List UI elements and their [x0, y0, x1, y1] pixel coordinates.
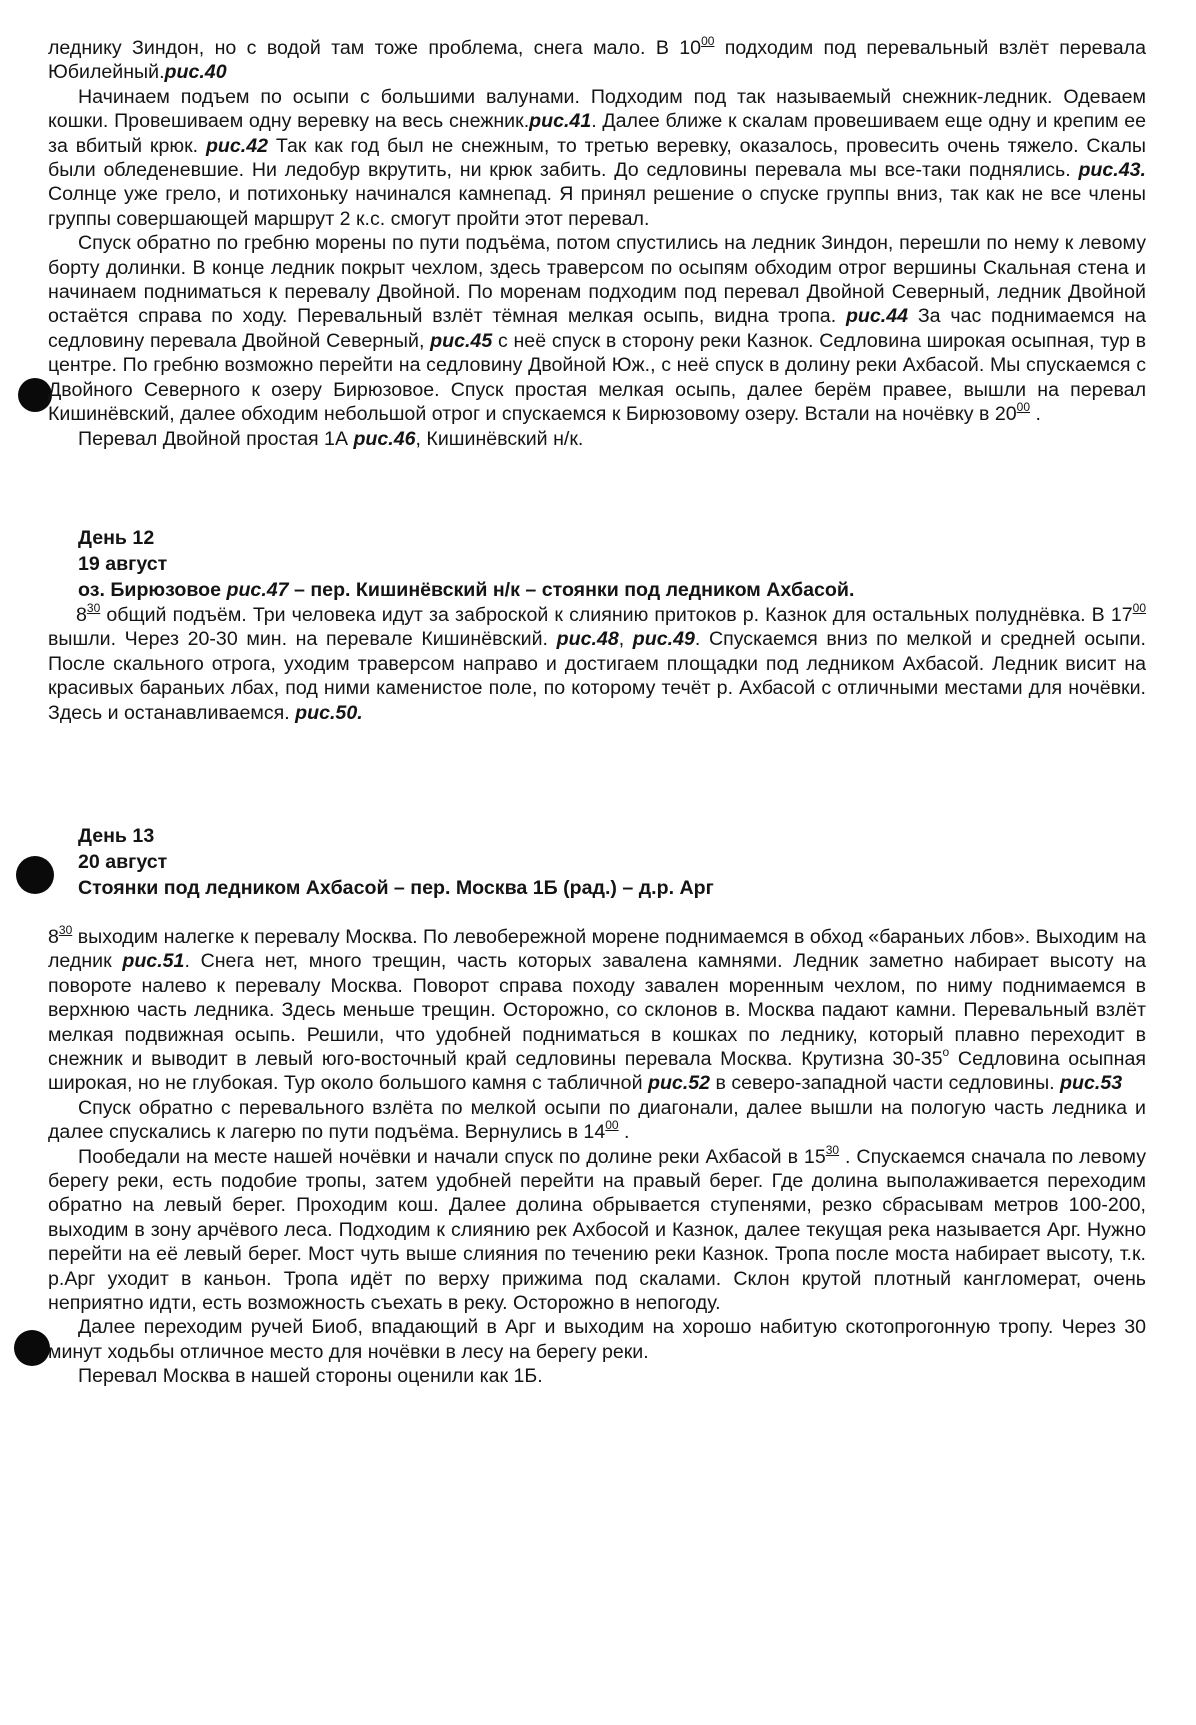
figure-reference: рис.46 [353, 427, 416, 450]
figure-reference: рис.53 [1060, 1072, 1123, 1095]
figure-reference: рис.50. [295, 701, 363, 724]
paragraph: Пообедали на месте нашей ночёвки и начали спуск по долине реки Ахбасой в $15^{30}$ . Спускаемся сначала по левому берегу реки, есть подобие тропы, затем удобней перейти на правый берег. Где долина выполаживается переходим обратно на левый берег. Проходим кош. Далее долина обрывается ступенями, резко сбрасывам метров 100-200, выходим в зону арчёвого леса. Подходим к слиянию рек Ахбосой и Казнок, далее текущая река называется Арг. Нужно перейти на её левый берег. Мост чуть выше слияния по течению реки Казнок. Тропа после моста набирает высоту, т.к. р.Арг уходит в каньон. Тропа идёт по верху прижима под скалами. Склон крутой плотный кангломерат, очень неприятно идти, есть возможность съехать в реку. Осторожно в непогоду. [48, 1142, 1146, 1315]
paragraph: Перевал Двойной простая 1А рис.46, Кишинёвский н/к. [78, 427, 584, 450]
document-page [48, 36, 1146, 1389]
day-13-section [48, 823, 1146, 1389]
day-12-section [48, 525, 1146, 725]
hole-punch-mark [14, 1330, 50, 1366]
figure-reference: рис.49 [632, 628, 695, 651]
day-heading: День 12 [78, 526, 155, 549]
figure-reference: рис.45 [430, 329, 493, 352]
day-heading: День 13 [78, 824, 155, 847]
paragraph: Спуск обратно по гребню морены по пути подъёма, потом спустились на ледник Зиндон, перешли по нему к левому борту долинки. В конце ледник покрыт чехлом, здесь траверсом по осыпям обходим отрог вершины Скальная стена и начинаем подниматься к перевалу Двойной. По моренам подходим под перевал Двойной Северный, ледник Двойной остаётся справа по ходу. Перевальный взлёт тёмная мелкая осыпь, видна тропа. рис.44 За час поднимаемся на седловину перевала Двойной Северный, рис.45 с неё спуск в сторону реки Казнок. Седловина широкая осыпная, тур в центре. По гребню возможно перейти на седловину Двойной Юж., с неё спуск в долину реки Ахбасой. Мы спускаемся с Двойного Северного к озеру Бирюзовое. Спуск простая мелкая осыпь, далее берём правее, вышли на перевал Кишинёвский, далее обходим небольшой отрог и спускаемся к Бирюзовому озеру. Встали на ночёвку в $20^{00}$ . [48, 232, 1146, 426]
figure-reference: рис.43. [1078, 159, 1146, 182]
day-route: оз. Бирюзовое рис.47 – пер. Кишинёвский н/к – стоянки под ледником Ахбасой. [78, 578, 855, 601]
paragraph: Спуск обратно с перевального взлёта по мелкой осыпи по диагонали, далее вышли на пологую часть ледника и далее спускались к лагерю по пути подъёма. Вернулись в $14^{00}$ . [48, 1096, 1146, 1144]
paragraph: Начинаем подъем по осыпи с большими валунами. Подходим под так называемый снежник-ледник. Одеваем кошки. Провешиваем одну веревку на весь снежник.рис.41. Далее ближе к скалам провешиваем еще одну и крепим ее за вбитый крюк. рис.42 Так как год был не снежным, то третью веревку, оказалось, провесить очень тяжело. Скалы были обледеневшие. Ни ледобур вкрутить, ни крюк забить. До седловины перевала мы все-таки поднялись. рис.43. Солнце уже грело, и потихоньку начинался камнепад. Я принял решение о спуске группы вниз, так как не все члены группы совершающей маршрут 2 к.с. смогут пройти этот перевал. [48, 85, 1146, 230]
figure-reference: рис.48 [556, 628, 619, 651]
paragraph: $8^{30}$ общий подъём. Три человека идут за заброской к слиянию притоков р. Казнок для остальных полуднёвка. В $17^{00}$ вышли. Через 20-30 мин. на перевале Кишинёвский. рис.48, рис.49. Спускаемся вниз по мелкой и средней осыпи. После скального отрога, уходим траверсом направо и достигаем площадки под ледником Ахбасой. Ледник висит на красивых бараньих лбах, под ними каменистое поле, по которому течёт р. Ахбасой с отличными местами для ночёвки. Здесь и останавливаемся. рис.50. [48, 600, 1146, 724]
day-date: 20 август [78, 850, 168, 873]
figure-reference: рис.40 [164, 61, 227, 84]
paragraph: $8^{30}$ выходим налегке к перевалу Москва. По левобережной морене поднимаемся в обход «бараньих лбов». Выходим на ледник рис.51. Снега нет, много трещин, часть которых завалена камнями. Ледник заметно набирает высоту на повороте налево к перевалу Москва. Поворот справа походу завален моренным чехлом, по ниму поднимаемся в верхнюю часть ледника. Здесь меньше трещин. Осторожно, со склонов в. Москва падают камни. Перевальный взлёт мелкая подвижная осыпь. Решили, что удобней подниматься в кошках по леднику, который плавно переходит в снежник и выводит в левый юго-восточный край седловины перевала Москва. Крутизна 30-35$^o$ Седловина осыпная широкая, но не глубокая. Тур около большого камня с табличной рис.52 в северо-западной части седловины. рис.53 [48, 922, 1146, 1095]
paragraph: Далее переходим ручей Биоб, впадающий в Арг и выходим на хорошо набитую скотопрогонную тропу. Через 30 минут ходьбы отличное место для ночёвки в лесу на берегу реки. [48, 1316, 1146, 1363]
paragraph: Перевал Москва в нашей стороны оценили как 1Б. [78, 1365, 543, 1388]
paragraph: леднику Зиндон, но с водой там тоже проблема, снега мало. В $10^{00}$ подходим под перевальный взлёт перевала Юбилейный.рис.40 [48, 34, 1146, 84]
figure-reference: рис.52 [647, 1072, 711, 1095]
figure-reference: рис.51 [122, 950, 185, 973]
figure-reference: рис.41 [529, 110, 592, 133]
day-date: 19 август [78, 552, 168, 575]
day-route: Стоянки под ледником Ахбасой – пер. Москва 1Б (рад.) – д.р. Арг [78, 876, 714, 899]
figure-reference: рис.42 [205, 134, 269, 157]
hole-punch-mark [18, 378, 52, 412]
figure-reference: рис.47 [226, 578, 289, 601]
figure-reference: рис.44 [845, 305, 909, 328]
